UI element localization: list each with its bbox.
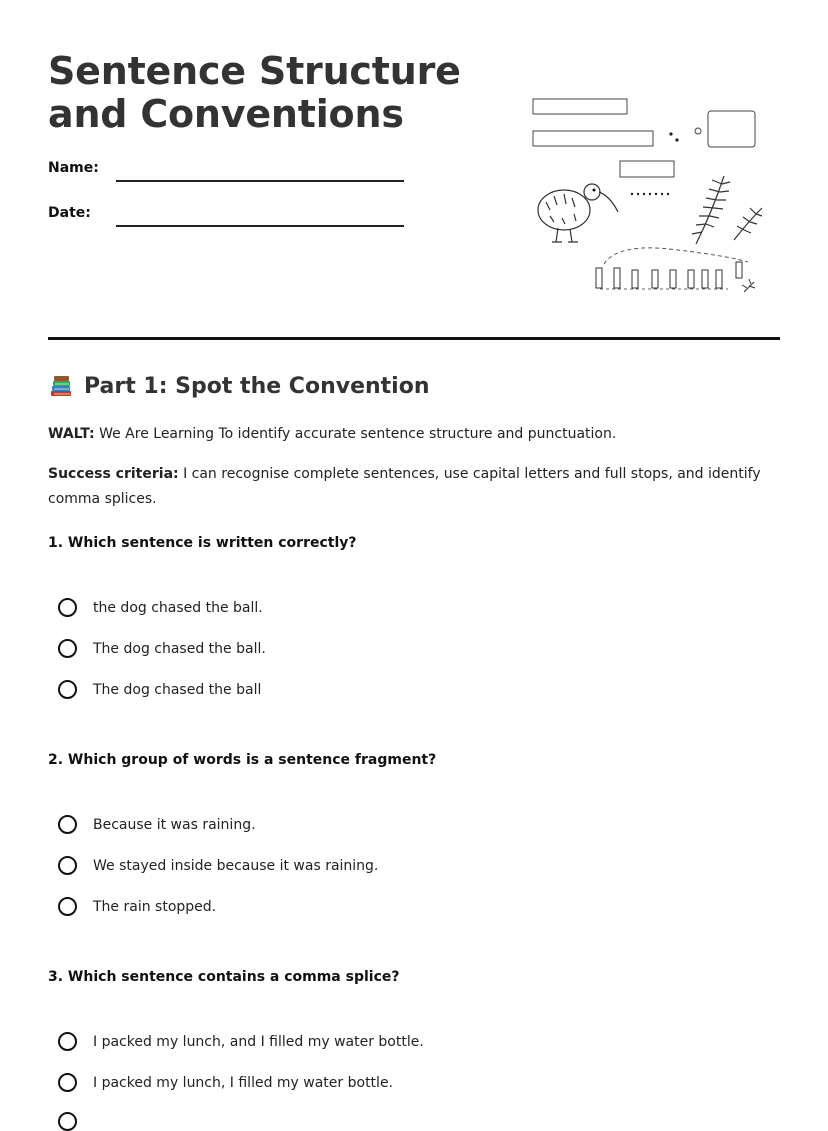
radio-button[interactable]	[58, 897, 77, 916]
radio-button[interactable]	[58, 856, 77, 875]
option-label: the dog chased the ball.	[93, 599, 263, 616]
question-3: 3. Which sentence contains a comma splice?	[48, 969, 400, 985]
option-label: I packed my lunch, I filled my water bottle.	[93, 1074, 394, 1091]
question-1-option-2[interactable]	[58, 639, 266, 658]
question-1: 1. Which sentence is written correctly?	[48, 535, 357, 551]
question-3-option-1[interactable]	[58, 1032, 424, 1051]
walt-label: WALT:	[48, 426, 95, 442]
option-label: The dog chased the ball.	[93, 640, 266, 657]
option-label: The rain stopped.	[93, 898, 217, 915]
date-label: Date:	[48, 205, 91, 221]
name-field[interactable]	[116, 180, 404, 182]
date-field[interactable]	[116, 225, 404, 227]
question-3-option-3[interactable]	[58, 1112, 93, 1131]
question-2: 2. Which group of words is a sentence fragment?	[48, 752, 437, 768]
radio-button[interactable]	[58, 815, 77, 834]
question-1-option-3[interactable]	[58, 680, 261, 699]
name-label: Name:	[48, 160, 99, 176]
books-icon	[48, 373, 74, 399]
kiwi-bird-and-fern-icon	[528, 92, 768, 302]
success-criteria	[48, 462, 782, 512]
radio-button[interactable]	[58, 680, 77, 699]
radio-button[interactable]	[58, 1112, 77, 1131]
question-2-option-2[interactable]	[58, 856, 378, 875]
option-label: Because it was raining.	[93, 816, 256, 833]
option-label: We stayed inside because it was raining.	[93, 857, 379, 874]
radio-button[interactable]	[58, 1073, 77, 1092]
radio-button[interactable]	[58, 598, 77, 617]
header-divider	[48, 337, 780, 340]
question-2-option-1[interactable]	[58, 815, 256, 834]
question-1-option-1[interactable]	[58, 598, 263, 617]
question-2-option-3[interactable]	[58, 897, 216, 916]
question-3-option-2[interactable]	[58, 1073, 393, 1092]
option-label: I packed my lunch, and I filled my water bottle.	[93, 1033, 424, 1050]
radio-button[interactable]	[58, 639, 77, 658]
walt-text	[48, 422, 782, 447]
success-criteria-body: I can recognise complete sentences, use capital letters and full stops, and identify comma splices.	[48, 466, 761, 507]
radio-button[interactable]	[58, 1032, 77, 1051]
option-label: The dog chased the ball	[93, 681, 262, 698]
section-heading	[48, 373, 430, 399]
walt-body: We Are Learning To identify accurate sentence structure and punctuation.	[94, 426, 617, 442]
section-heading-text: Part 1: Spot the Convention	[84, 373, 430, 399]
success-criteria-label: Success criteria:	[48, 466, 179, 482]
page-title: Sentence Structure and Conventions	[48, 49, 461, 136]
